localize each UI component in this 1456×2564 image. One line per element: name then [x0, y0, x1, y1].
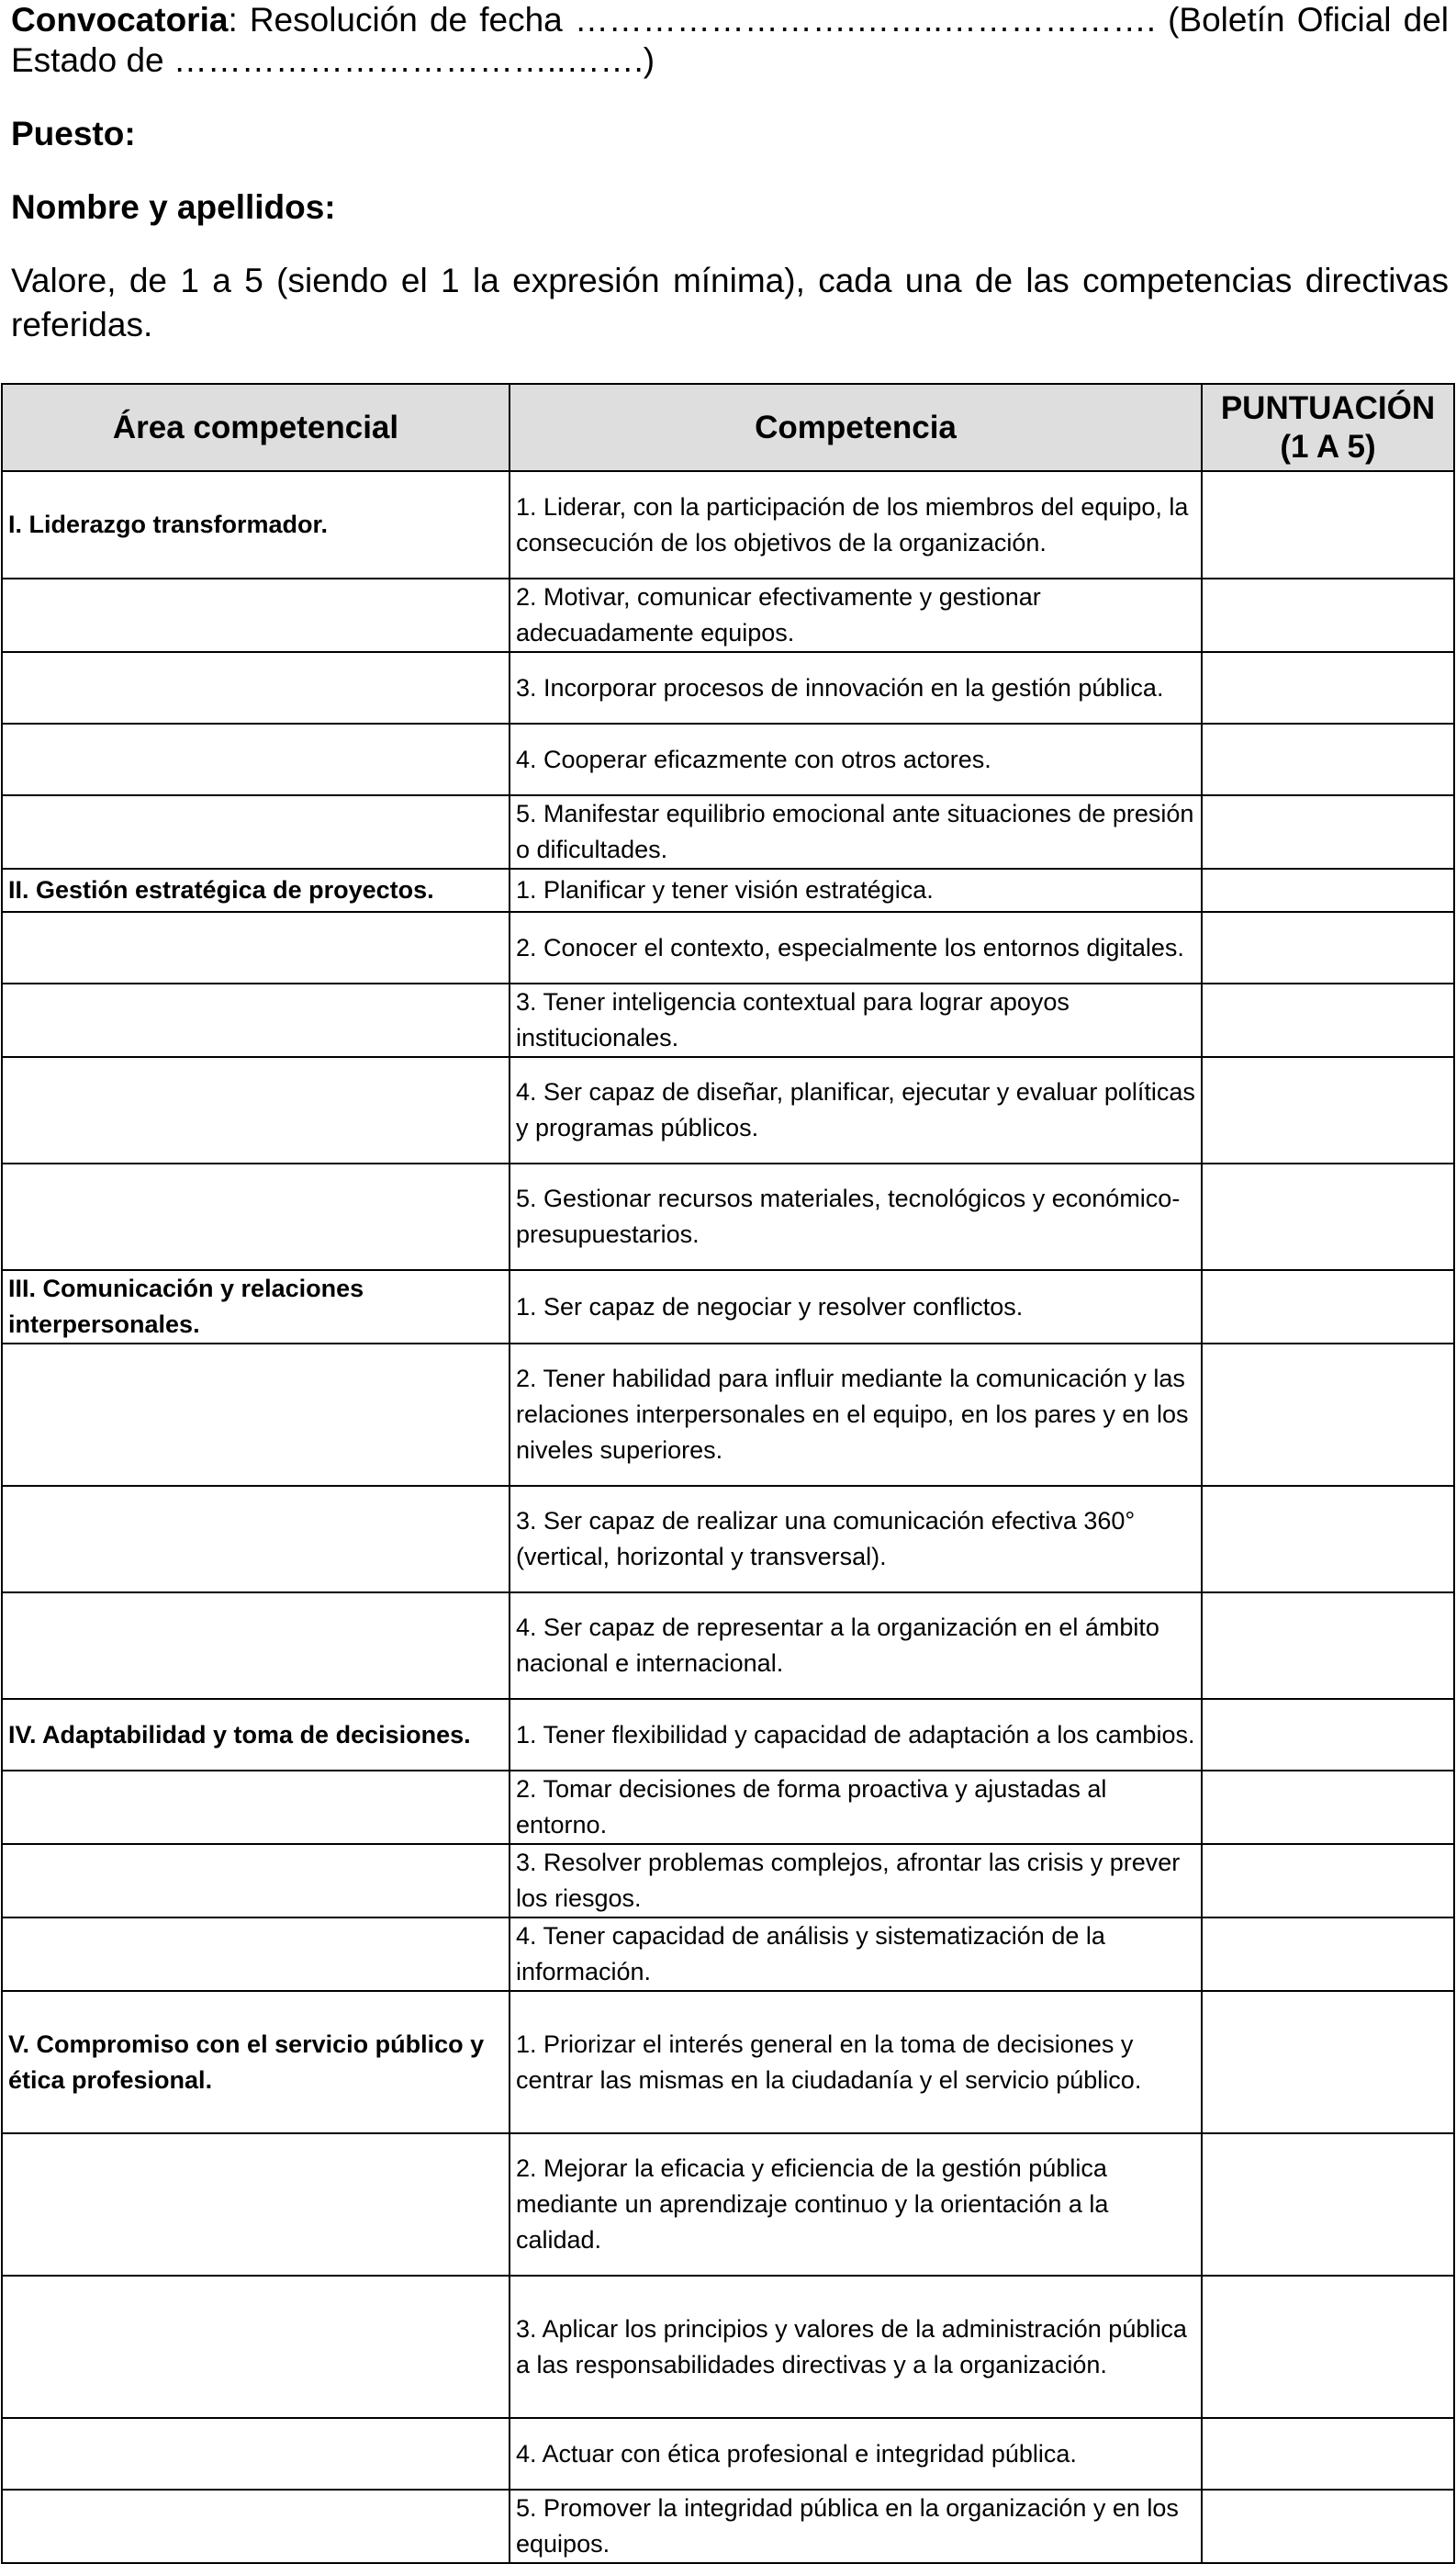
competencia-cell: 1. Priorizar el interés general en la toma de decisiones y centrar las mismas en la ciudadanía y el servicio público.	[510, 1991, 1202, 2133]
competencia-cell: 4. Ser capaz de representar a la organización en el ámbito nacional e internacional.	[510, 1592, 1202, 1699]
puntuacion-cell[interactable]	[1202, 1592, 1454, 1699]
puntuacion-cell[interactable]	[1202, 795, 1454, 869]
competencia-cell: 2. Tener habilidad para influir mediante la comunicación y las relaciones interpersonales en el equipo, en los pares y en los niveles superiores.	[510, 1344, 1202, 1486]
col-header-puntuacion: PUNTUACIÓN (1 A 5)	[1202, 384, 1454, 471]
area-cell	[2, 1592, 510, 1699]
competencia-cell: 2. Mejorar la eficacia y eficiencia de la gestión pública mediante un aprendizaje continuo y la orientación a la calidad.	[510, 2133, 1202, 2276]
competencia-cell: 2. Motivar, comunicar efectivamente y gestionar adecuadamente equipos.	[510, 579, 1202, 652]
puntuacion-cell[interactable]	[1202, 1771, 1454, 1844]
convocatoria-label: Convocatoria	[11, 1, 229, 39]
area-cell: IV. Adaptabilidad y toma de decisiones.	[2, 1699, 510, 1771]
table-row	[2, 724, 1454, 795]
competency-table	[1, 383, 1455, 2564]
area-cell	[2, 579, 510, 652]
table-row	[2, 1057, 1454, 1164]
area-cell	[2, 2418, 510, 2490]
competencia-cell: 5. Gestionar recursos materiales, tecnológicos y económico-presupuestarios.	[510, 1164, 1202, 1270]
puntuacion-cell[interactable]	[1202, 984, 1454, 1057]
table-row	[2, 579, 1454, 652]
table-row	[2, 1344, 1454, 1486]
puntuacion-cell[interactable]	[1202, 1057, 1454, 1164]
area-cell	[2, 2490, 510, 2563]
competencia-cell: 4. Actuar con ética profesional e integridad pública.	[510, 2418, 1202, 2490]
puntuacion-cell[interactable]	[1202, 579, 1454, 652]
puntuacion-cell[interactable]	[1202, 2276, 1454, 2418]
convocatoria-line	[11, 0, 1449, 81]
table-row	[2, 912, 1454, 984]
area-cell	[2, 1844, 510, 1917]
nombre-label: Nombre y apellidos:	[11, 188, 336, 226]
competencia-cell: 2. Tomar decisiones de forma proactiva y ajustadas al entorno.	[510, 1771, 1202, 1844]
competencia-cell: 1. Planificar y tener visión estratégica.	[510, 869, 1202, 912]
table-row	[2, 1270, 1454, 1344]
table-row	[2, 2276, 1454, 2418]
competencia-cell: 2. Conocer el contexto, especialmente los entornos digitales.	[510, 912, 1202, 984]
puntuacion-cell[interactable]	[1202, 1486, 1454, 1592]
competencia-cell: 4. Ser capaz de diseñar, planificar, ejecutar y evaluar políticas y programas públicos.	[510, 1057, 1202, 1164]
puntuacion-cell[interactable]	[1202, 1270, 1454, 1344]
puntuacion-cell[interactable]	[1202, 1344, 1454, 1486]
col-header-competencia: Competencia	[510, 384, 1202, 471]
competencia-cell: 1. Liderar, con la participación de los miembros del equipo, la consecución de los objetivos de la organización.	[510, 471, 1202, 579]
table-row	[2, 1844, 1454, 1917]
table-row	[2, 984, 1454, 1057]
puntuacion-cell[interactable]	[1202, 2133, 1454, 2276]
puntuacion-cell[interactable]	[1202, 1917, 1454, 1991]
area-cell	[2, 984, 510, 1057]
puntuacion-cell[interactable]	[1202, 2418, 1454, 2490]
table-row	[2, 652, 1454, 724]
area-cell: I. Liderazgo transformador.	[2, 471, 510, 579]
area-cell	[2, 2133, 510, 2276]
area-cell	[2, 1771, 510, 1844]
col-header-area: Área competencial	[2, 384, 510, 471]
area-cell: III. Comunicación y relaciones interpersonales.	[2, 1270, 510, 1344]
area-cell	[2, 1344, 510, 1486]
table-row	[2, 1164, 1454, 1270]
table-header-row	[2, 384, 1454, 471]
area-cell	[2, 795, 510, 869]
puntuacion-cell[interactable]	[1202, 2490, 1454, 2563]
table-row	[2, 2418, 1454, 2490]
area-cell	[2, 724, 510, 795]
table-row	[2, 471, 1454, 579]
competencia-cell: 5. Promover la integridad pública en la organización y en los equipos.	[510, 2490, 1202, 2563]
competencia-cell: 3. Aplicar los principios y valores de la administración pública a las responsabilidades directivas y a la organización.	[510, 2276, 1202, 2418]
puntuacion-cell[interactable]	[1202, 1164, 1454, 1270]
table-row	[2, 1991, 1454, 2133]
area-cell	[2, 912, 510, 984]
table-row	[2, 1771, 1454, 1844]
puntuacion-cell[interactable]	[1202, 869, 1454, 912]
area-cell	[2, 652, 510, 724]
table-row	[2, 1486, 1454, 1592]
competencia-cell: 4. Tener capacidad de análisis y sistematización de la información.	[510, 1917, 1202, 1991]
instructions-text: Valore, de 1 a 5 (siendo el 1 la expresión mínima), cada una de las competencias directivas referidas.	[11, 262, 1449, 343]
competencia-cell: 3. Ser capaz de realizar una comunicación efectiva 360° (vertical, horizontal y transversal).	[510, 1486, 1202, 1592]
area-cell	[2, 1486, 510, 1592]
area-cell: II. Gestión estratégica de proyectos.	[2, 869, 510, 912]
competencia-cell: 3. Resolver problemas complejos, afrontar las crisis y prever los riesgos.	[510, 1844, 1202, 1917]
puesto-label: Puesto:	[11, 115, 136, 152]
table-row	[2, 795, 1454, 869]
table-row	[2, 2490, 1454, 2563]
area-cell	[2, 2276, 510, 2418]
competencia-cell: 1. Ser capaz de negociar y resolver conflictos.	[510, 1270, 1202, 1344]
table-row	[2, 1592, 1454, 1699]
area-cell: V. Compromiso con el servicio público y ética profesional.	[2, 1991, 510, 2133]
puntuacion-cell[interactable]	[1202, 1991, 1454, 2133]
puntuacion-cell[interactable]	[1202, 912, 1454, 984]
area-cell	[2, 1164, 510, 1270]
competencia-cell: 4. Cooperar eficazmente con otros actores.	[510, 724, 1202, 795]
area-cell	[2, 1057, 510, 1164]
competencia-cell: 3. Tener inteligencia contextual para lograr apoyos institucionales.	[510, 984, 1202, 1057]
area-cell	[2, 1917, 510, 1991]
table-row	[2, 869, 1454, 912]
puntuacion-cell[interactable]	[1202, 652, 1454, 724]
convocatoria-text: : Resolución de fecha …………………….……..………………. (Boletín Oficial del Estado de ……………………………..…….)	[11, 1, 1449, 79]
table-row	[2, 1699, 1454, 1771]
table-row	[2, 1917, 1454, 1991]
competencia-cell: 1. Tener flexibilidad y capacidad de adaptación a los cambios.	[510, 1699, 1202, 1771]
puntuacion-cell[interactable]	[1202, 724, 1454, 795]
puntuacion-cell[interactable]	[1202, 471, 1454, 579]
puntuacion-cell[interactable]	[1202, 1844, 1454, 1917]
competencia-cell: 3. Incorporar procesos de innovación en la gestión pública.	[510, 652, 1202, 724]
table-row	[2, 2133, 1454, 2276]
puntuacion-cell[interactable]	[1202, 1699, 1454, 1771]
competencia-cell: 5. Manifestar equilibrio emocional ante situaciones de presión o dificultades.	[510, 795, 1202, 869]
